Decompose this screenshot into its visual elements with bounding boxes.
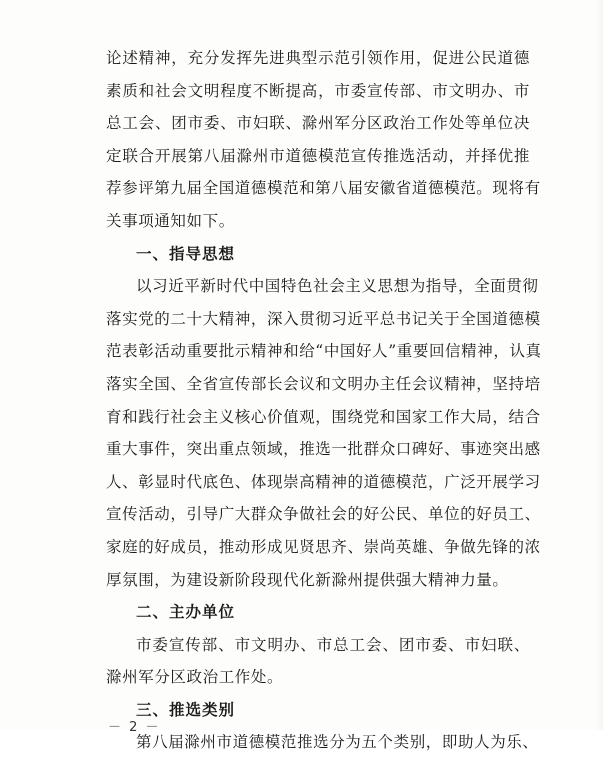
paragraph-line: 宣传活动，引导广大群众争做社会的好公民、单位的好员工、 xyxy=(106,505,541,524)
paragraph-line: 关事项通知如下。 xyxy=(106,211,235,230)
paragraph-line: 人、彰显时代底色、体现崇高精神的道德模范，广泛开展学习 xyxy=(106,472,541,491)
section-heading: 一、指导思想 xyxy=(136,244,236,263)
paragraph-line: 重大事件，突出重点领域，推选一批群众口碑好、事迹突出感 xyxy=(106,440,541,459)
paragraph-line: 荐参评第九届全国道德模范和第八届安徽省道德模范。现将有 xyxy=(106,179,541,198)
paragraph-line: 落实全国、全省宣传部长会议和文明办主任会议精神，坚持培 xyxy=(106,374,541,393)
paragraph-line: 定联合开展第八届滁州市道德模范宣传推选活动，并择优推 xyxy=(106,146,530,165)
scan-edge-shadow xyxy=(597,0,603,730)
paragraph-line: 厚氛围，为建设新阶段现代化新滁州提供强大精神力量。 xyxy=(106,570,509,589)
paragraph-line: 以习近平新时代中国特色社会主义思想为指导，全面贯彻 xyxy=(136,277,539,296)
paragraph-line: 家庭的好成员，推动形成见贤思齐、崇尚英雄、争做先锋的浓 xyxy=(106,537,541,556)
paragraph-line: 落实党的二十大精神，深入贯彻习近平总书记关于全国道德模 xyxy=(106,309,541,328)
paragraph-line: 素质和社会文明程度不断提高，市委宣传部、市文明办、市 xyxy=(106,81,530,100)
section-heading: 二、主办单位 xyxy=(136,603,236,622)
paragraph-line: 滁州军分区政治工作处。 xyxy=(106,668,284,687)
section-heading: 三、推选类别 xyxy=(136,700,236,719)
paragraph-line: 育和践行社会主义核心价值观，围绕党和国家工作大局，结合 xyxy=(106,407,541,426)
paragraph-line: 市委宣传部、市文明办、市总工会、团市委、市妇联、 xyxy=(136,635,530,654)
paragraph-line: 论述精神，充分发挥先进典型示范引领作用，促进公民道德 xyxy=(106,49,530,67)
paragraph-line: 第八届滁州市道德模范推选分为五个类别，即助人为乐、 xyxy=(136,733,539,752)
paragraph-line: 范表彰活动重要批示精神和给“中国好人”重要回信精神，认真 xyxy=(106,342,542,361)
page-number: － 2 － xyxy=(108,720,161,735)
paragraph-line: 总工会、团市委、市妇联、滁州军分区政治工作处等单位决 xyxy=(106,114,530,133)
document-body xyxy=(106,42,542,759)
